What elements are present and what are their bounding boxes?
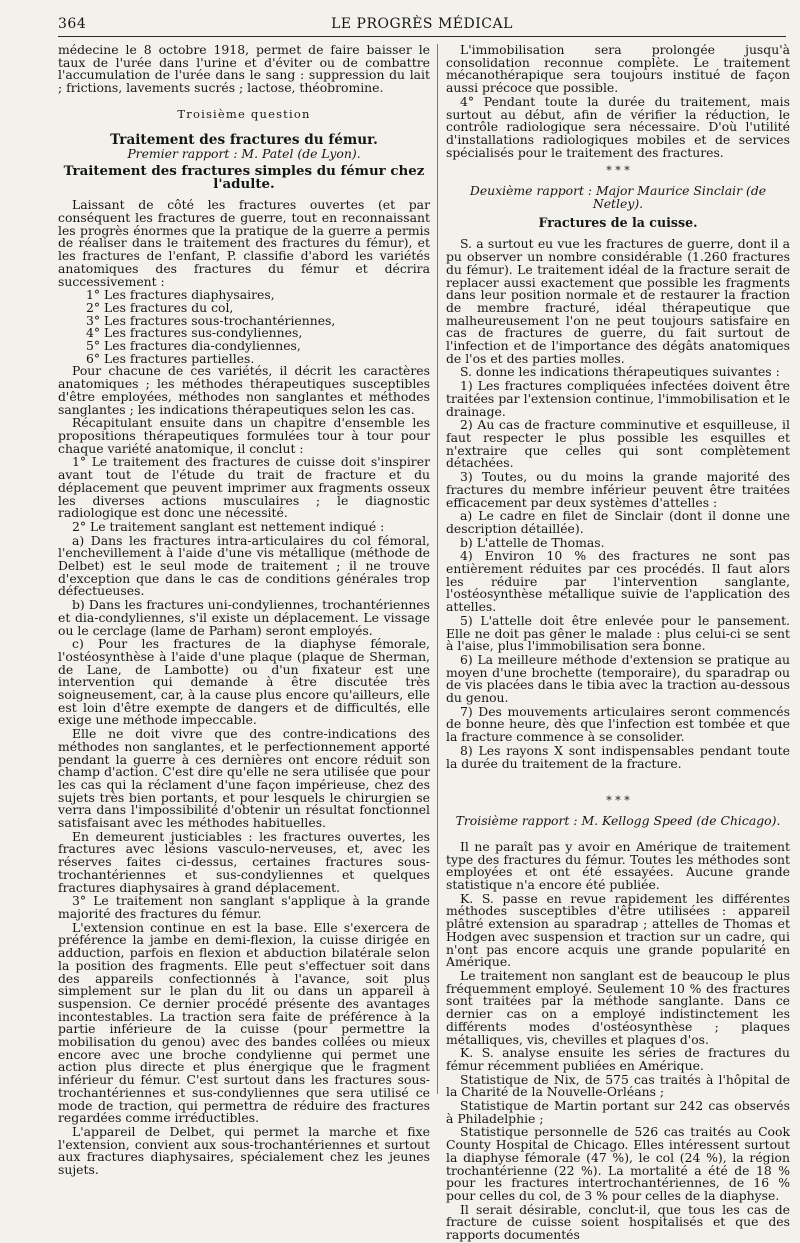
right-column: [446, 44, 790, 1243]
paragraph: Statistique de Martin portant sur 242 cas observés à Philadelphie ;: [446, 1098, 790, 1126]
list-item: 1° Les fractures diaphysaires,: [86, 287, 275, 303]
paragraph: Statistique personnelle de 526 cas traités au Cook County Hospital de Chicago. Elles intéressent surtout la diaphyse fémorale (47 %), le col (24 %), la région trochantérienne (22 %). La mortalité a été de 18 % pour les fractures intertrochantériennes, de 16 % pour celles du col, de 3 % pour celles de la diaphyse.: [446, 1124, 790, 1203]
paragraph: L'immobilisation sera prolongée jusqu'à consolidation reconnue complète. Le traitement mécanothérapique sera toujours institué de façon aussi précoce que possible.: [446, 42, 790, 96]
page-number: 364: [58, 16, 87, 32]
paragraph: En demeurent justiciables : les fractures ouvertes, les fractures avec lésions vasculo-nerveuses, et, avec les réserves faites ci-dessus, certaines fractures sous-trochantériennes et sus-condyliennes et quelques fractures diaphysaires à grand déplacement.: [58, 828, 430, 895]
paragraph: 1° Le traitement des fractures de cuisse doit s'inspirer avant tout de l'étude du trait de fracture et du déplacement que peuvent imprimer aux fragments osseux les diverses actions musculaires ; le diagnostic radiologique est donc une nécessité.: [58, 454, 430, 521]
paragraph: Pour chacune de ces variétés, il décrit les caractères anatomiques ; les méthodes thérapeutiques susceptibles d'être employées, méthodes non sanglantes et méthodes sanglantes ; les indications thérapeutiques selon les cas.: [58, 363, 430, 417]
paragraph: 5) L'attelle doit être enlevée pour le pansement. Elle ne doit pas gêner le malade : plus celui-ci se sent à l'aise, plus l'immobilisation sera bonne.: [446, 612, 790, 654]
section-separator: * * *: [606, 164, 630, 178]
intro-paragraph: médecine le 8 octobre 1918, permet de faire baisser le taux de l'urée dans l'urine et d'éviter ou de combattre l'accumulation de l'urée dans le sang : suppression du lait ; frictions, lavements sucrés ; lactose, théobromine.: [58, 42, 430, 96]
list-item: 5° Les fractures dia-condyliennes,: [86, 338, 301, 354]
section-title: Fractures de la cuisse.: [538, 214, 698, 230]
section-separator: * * *: [606, 794, 630, 808]
paragraph: Statistique de Nix, de 575 cas traités à l'hôpital de la Charité de la Nouvelle-Orléans ;: [446, 1071, 790, 1100]
paragraph: S. donne les indications thérapeutiques suivantes :: [460, 364, 780, 380]
paragraph: 2° Le traitement sanglant est nettement indiqué :: [72, 518, 385, 534]
paragraph: a) Dans les fractures intra-articulaires du col fémoral, l'enchevillement à l'aide d'une vis métallique (méthode de Delbet) est le seul mode de traitement ; il ne trouve d'exception que dans le cas de conditions générales trop défectueuses.: [58, 532, 430, 599]
paragraph: 1) Les fractures compliquées infectées doivent être traitées par l'extension continue, l'immobilisation et le drainage.: [446, 378, 790, 419]
paragraph: K. S. analyse ensuite les séries de fractures du fémur récemment publiées en Amérique.: [446, 1045, 790, 1073]
running-head: [58, 14, 786, 37]
paragraph: b) Dans les fractures uni-condyliennes, trochantériennes et dia-condyliennes, s'il existe un déplacement. Le vissage ou le cerclage (lame de Parham) seront employés.: [58, 597, 430, 638]
paragraph: L'appareil de Delbet, qui permet la marche et fixe l'extension, convient aux sous-trochantériennes et surtout aux fractures diaphysaires, spécialement chez les jeunes sujets.: [58, 1123, 430, 1178]
left-column: [58, 44, 430, 1178]
paragraph: Récapitulant ensuite dans un chapitre d'ensemble les propositions thérapeutiques formulées tour à tour pour chaque variété anatomique, il conclut :: [58, 415, 430, 456]
article-subtitle: Traitement des fractures simples du fémur chez l'adulte.: [63, 162, 425, 192]
journal-title: LE PROGRÈS MÉDICAL: [331, 16, 513, 32]
paragraph: K. S. passe en revue rapidement les différentes méthodes susceptibles d'être utilisées : appareil plâtré extension au sparadrap ; attelles de Thomas et Hodgen avec suspension et traction sur un cadre, qui n'ont pas encore acquis une grande popularité en Amérique.: [446, 890, 790, 970]
list-item: 4° Les fractures sus-condyliennes,: [86, 325, 303, 341]
article-title: Traitement des fractures du fémur.: [110, 131, 378, 148]
paragraph: Elle ne doit vivre que des contre-indications des méthodes non sanglantes, et le perfectionnement apporté pendant la guerre à ces dernières ont encore réduit son champ d'action. C'est dire qu'elle ne sera utilisée que pour les cas qui la réclament d'une façon impérieuse, chez des sujets très bien portants, et pour lesquels le chirurgien se verra dans l'impossibilité d'obtenir un résultat fonctionnel satisfaisant avec les méthodes habituelles.: [58, 726, 430, 831]
paragraph: a) Le cadre en filet de Sinclair (dont il donne une description détaillée).: [446, 508, 790, 536]
paragraph: Il serait désirable, conclut-il, que tous les cas de fracture de cuisse soient hospitalisés et que des rapports documentés: [446, 1201, 790, 1243]
paragraph: 2) Au cas de fracture comminutive et esquilleuse, il faut respecter le plus possible les esquilles et n'extraire que celles qui sont complètement détachées.: [446, 417, 790, 471]
list-item: 2° Les fractures du col,: [86, 299, 234, 315]
paragraph: S. a surtout eu vue les fractures de guerre, dont il a pu observer un nombre considérable (1.260 fractures du fémur). Le traitement idéal de la fracture serait de replacer aussi exactement que possible les fragments dans leur position normale et de restaurer la fraction de membre fracturé, idéal thérapeutique que malheureusement l'on ne peut toujours satisfaire en cas de fractures de guerre, du fait surtout de l'infection et de l'importance des dégâts anatomiques de l'os et des parties molles.: [446, 236, 790, 366]
paragraph: 8) Les rayons X sont indispensables pendant toute la durée du traitement de la fracture.: [446, 742, 790, 771]
paragraph: L'extension continue en est la base. Elle s'exercera de préférence la jambe en demi-flexion, la cuisse dirigée en adduction, parfois en flexion et abduction bilatérale selon la position des fragments. Elle peut s'effectuer soit dans des appareils confectionnés à l'avance, soit plus simplement sur le plan du lit ou dans un appareil à suspension. Ce dernier procédé présente des avantages incontestables. La traction sera faite de préférence à la partie inférieure de la cuisse (pour permettre la mobilisation du genou) avec des bandes collées ou mieux encore avec une broche condylienne qui permet une action plus directe et plus énergique que le fragment inférieur du fémur. C'est surtout dans les fractures sous-trochantériennes et sus-condyliennes que sera utilisé ce mode de traction, qui permettra de réduire des fractures regardées comme irréductibles.: [58, 919, 430, 1126]
third-rapport: Troisième rapport : M. Kellogg Speed (de Chicago).: [455, 813, 781, 829]
first-rapport: Premier rapport : M. Patel (de Lyon).: [127, 146, 361, 162]
paragraph: c) Pour les fractures de la diaphyse fémorale, l'ostéosynthèse à l'aide d'une plaque (plaque de Sherman, de Lane, de Lambotte) ou d'un fixateur est une intervention qui demande à être discutée très soigneusement, car, à la cause plus encore qu'ailleurs, elle est loin d'être exempte de dangers et de difficultés, elle exige une méthode impeccable.: [58, 636, 430, 728]
second-rapport: Deuxième rapport : Major Maurice Sinclair (de Netley).: [469, 183, 767, 212]
paragraph: Il ne paraît pas y avoir en Amérique de traitement type des fractures du fémur. Toutes les méthodes sont employées et ont été essayées. Aucune grande statistique n'a encore été publiée.: [446, 838, 790, 893]
paragraph: 3) Toutes, ou du moins la grande majorité des fractures du membre inférieur peuvent être traitées efficacement par deux systèmes d'attelles :: [446, 469, 790, 510]
spacer: [446, 771, 790, 789]
section-label: Troisième question: [177, 106, 311, 121]
paragraph: b) L'attelle de Thomas.: [460, 534, 605, 550]
list-item: 3° Les fractures sous-trochantériennes,: [86, 312, 336, 328]
list-item: 6° Les fractures partielles.: [86, 350, 255, 366]
column-rule: [437, 44, 438, 1094]
paragraph: 4° Pendant toute la durée du traitement, mais surtout au début, afin de vérifier la réduction, le contrôle radiologique sera nécessaire. D'où l'utilité d'installations radiologiques mobiles et de services spécialisés pour le traitement des fractures.: [446, 93, 790, 160]
paragraph: Le traitement non sanglant est de beaucoup le plus fréquemment employé. Seulement 10 % des fractures sont traitées par la méthode sanglante. Dans ce dernier cas on a employé indistinctement les différents modes d'ostéosynthèse ; plaques métalliques, vis, chevilles et plaques d'os.: [446, 968, 790, 1047]
paragraph: 6) La meilleure méthode d'extension se pratique au moyen d'une brochette (temporaire), du sparadrap ou de vis placées dans le tibia avec la traction au-dessous du genou.: [446, 651, 790, 706]
paragraph: 7) Des mouvements articulaires seront commencés de bonne heure, dès que l'infection est tombée et que la fracture commence à se consolider.: [446, 703, 790, 745]
paragraph: 4) Environ 10 % des fractures ne sont pas entièrement réduites par ces procédés. Il faut alors les réduire par l'intervention sanglante, l'ostéosynthèse métallique suivie de l'application des attelles.: [446, 548, 790, 615]
paragraph: 3° Le traitement non sanglant s'applique à la grande majorité des fractures du fémur.: [58, 893, 430, 921]
paragraph: Laissant de côté les fractures ouvertes (et par conséquent les fractures de guerre, tout en reconnaissant les progrès énormes que la pratique de la guerre a permis de réaliser dans le traitement des fractures du fémur), et les fractures de l'enfant, P. classifie d'abord les variétés anatomiques des fractures du fémur et décrira successivement :: [58, 197, 430, 289]
